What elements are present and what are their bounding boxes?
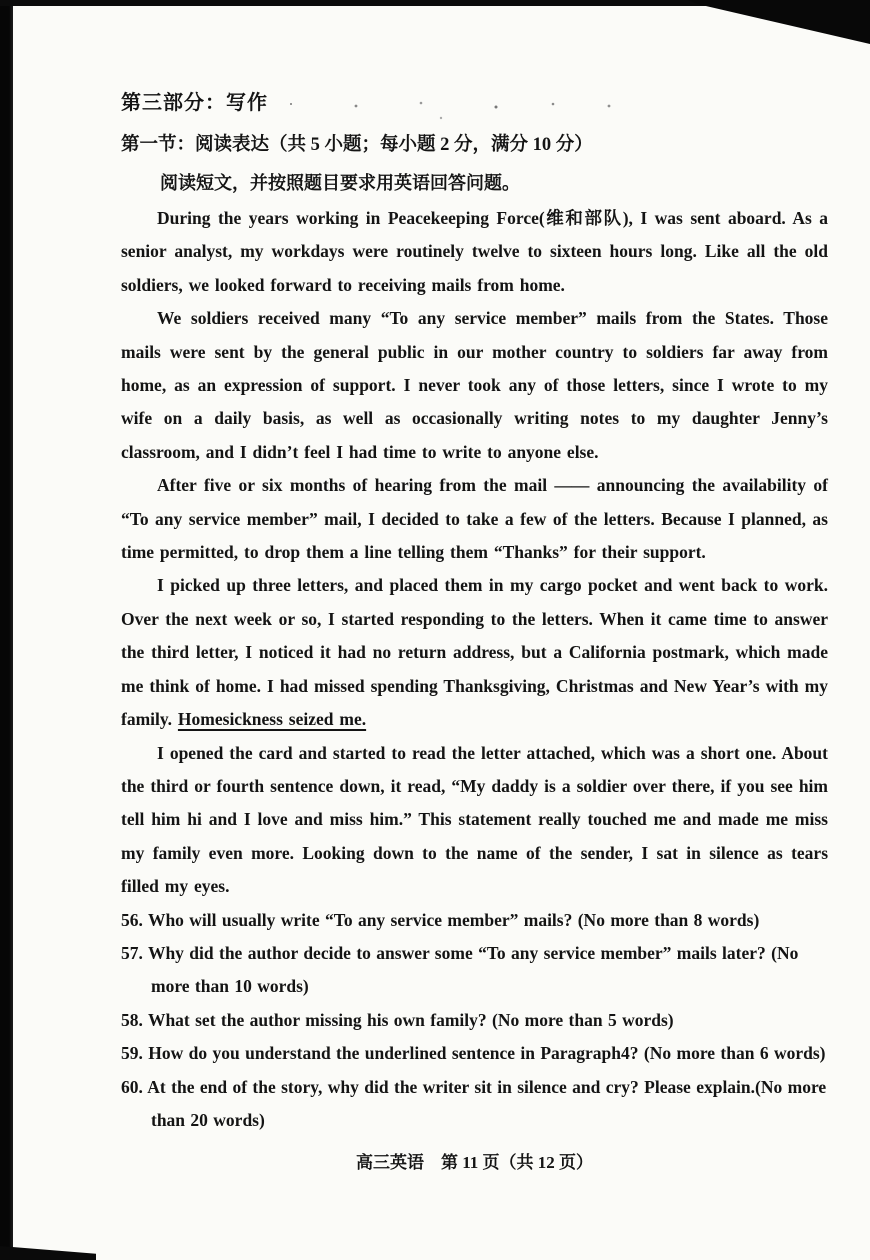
passage-paragraph-1 — [121, 202, 828, 302]
question-text: What set the author missing his own family? (No more than 5 words) — [147, 1009, 674, 1030]
paragraph-text: I opened the card and started to read the letter attached, which was a short one. About the third or fourth sentence down, it read, “My daddy is a soldier over there, if you see him tell him hi and I love and miss him.” This statement really touched me and made me miss my family even more. Looking down to the name of the sender, I sat in silence as tears filled my eyes. — [121, 742, 828, 897]
question-number: 60. — [121, 1076, 143, 1097]
question-text: Why did the author decide to answer some “To any service member” mails later? (No more than 10 words) — [147, 942, 799, 997]
question-60 — [121, 1071, 828, 1138]
question-number: 57. — [121, 942, 143, 963]
scan-edge-left — [0, 0, 13, 1260]
paragraph-text: After five or six months of hearing from the mail —— announcing the availability of “To any service member” mail, I decided to take a few of the letters. Because I planned, as time permitted, to drop them a line telling them “Thanks” for their support. — [121, 475, 828, 563]
passage-paragraph-2 — [121, 302, 828, 469]
paragraph-text: We soldiers received many “To any service member” mails from the States. Those mails were sent by the general public in our mother country to soldiers far away from home, as an expression of support. I never took any of those letters, since I wrote to my wife on a daily basis, as well as occasionally writing notes to my daughter Jenny’s classroom, and I didn’t feel I had time to write to anyone else. — [121, 308, 828, 462]
scan-corner-bottom-left — [0, 1246, 96, 1260]
question-number: 59. — [121, 1043, 143, 1064]
part-title: 第三部分：写作 — [121, 92, 268, 114]
question-59 — [121, 1037, 828, 1070]
question-text: At the end of the story, why did the writer sit in silence and cry? Please explain.(No more than 20 words) — [147, 1076, 827, 1130]
question-list — [121, 904, 828, 1138]
question-number: 58. — [121, 1009, 143, 1030]
paragraph-text: I picked up three letters, and placed them in my cargo pocket and went back to work. Over the next week or so, I started responding to the letters. When it came time to answer the third letter, I noticed it had no return address, but a California postmark, which made me think of home. I had missed spending Thanksgiving, Christmas and New Year’s with my family. — [121, 575, 828, 730]
paragraph-text: During the years working in Peacekeeping Force(维和部队), I was sent aboard. As a senior analyst, my workdays were routinely twelve to sixteen hours long. Like all the old soldiers, we looked forward to receiving mails from home. — [121, 208, 828, 295]
section-title: 第一节：阅读表达（共 5 小题；每小题 2 分，满分 10 分） — [121, 135, 593, 155]
passage-paragraph-4 — [121, 569, 828, 736]
underlined-sentence: Homesickness seized me. — [177, 709, 367, 730]
passage-paragraph-3 — [121, 469, 828, 569]
reading-passage — [121, 202, 828, 904]
question-58 — [121, 1004, 828, 1037]
passage-paragraph-5 — [121, 737, 828, 904]
question-number: 56. — [121, 909, 143, 930]
question-text: Who will usually write “To any service member” mails? (No more than 8 words) — [147, 909, 760, 930]
exam-page-content — [121, 86, 828, 1137]
page-footer: 高三英语 第 11 页（共 12 页） — [355, 1153, 594, 1172]
question-57 — [121, 937, 828, 1004]
scan-corner-top-right — [688, 0, 870, 44]
question-text: How do you understand the underlined sentence in Paragraph4? (No more than 6 words) — [148, 1043, 826, 1064]
question-56 — [121, 904, 828, 937]
section-instruction: 阅读短文，并按照题目要求用英语回答问题。 — [160, 173, 520, 193]
